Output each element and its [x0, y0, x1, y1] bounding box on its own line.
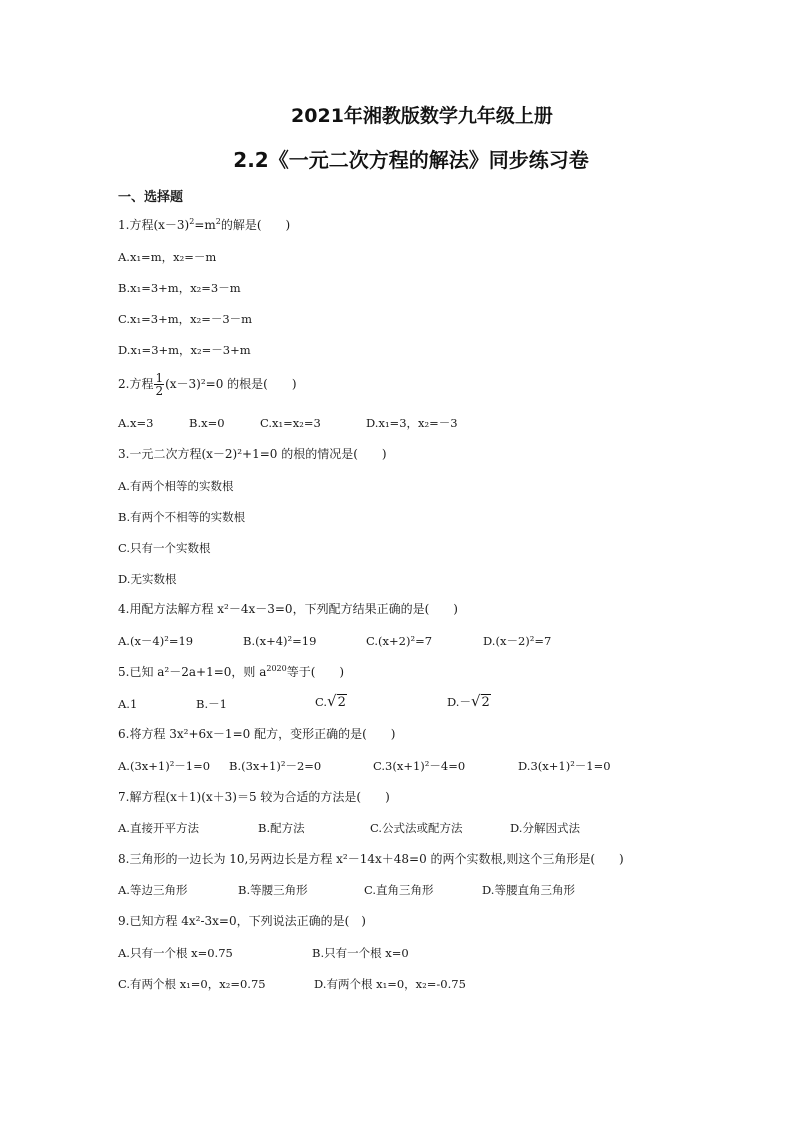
question-4-stem: 4.用配方法解方程 x²－4x－3=0，下列配方结果正确的是( ) [118, 602, 458, 616]
question-7-option-d[interactable]: D.分解因式法 [510, 821, 580, 835]
question-8-option-d[interactable]: D.等腰直角三角形 [482, 883, 575, 897]
worksheet-subtitle: 2.2《一元二次方程的解法》同步练习卷 [233, 148, 589, 172]
question-5-stem: 5.已知 a²－2a+1=0，则 $a^{2020}$等于( ) [118, 664, 345, 679]
question-2-option-d[interactable]: D.x₁=3，x₂=－3 [366, 416, 458, 430]
question-7-option-c[interactable]: C.公式法或配方法 [370, 821, 463, 835]
worksheet-title: 2021年湘教版数学九年级上册 [291, 105, 553, 127]
question-9-option-d[interactable]: D.有两个根 x₁=0，x₂=-0.75 [314, 977, 466, 991]
question-1-stem: 1.方程$(x-3)^2=m^2$的解是( ) [118, 217, 291, 232]
question-2-option-c[interactable]: C.x₁=x₂=3 [260, 416, 321, 430]
question-7-option-b[interactable]: B.配方法 [258, 821, 305, 835]
question-3-option-c[interactable]: C.只有一个实数根 [118, 541, 211, 555]
question-9-option-c[interactable]: C.有两个根 x₁=0，x₂=0.75 [118, 977, 266, 991]
question-4-option-b[interactable]: B.(x+4)²=19 [243, 634, 317, 648]
question-6-option-b[interactable]: B.(3x+1)²－2=0 [229, 759, 322, 773]
question-2-option-a[interactable]: A.x=3 [118, 416, 154, 430]
question-6-option-d[interactable]: D.3(x+1)²－1=0 [518, 759, 611, 773]
question-9-option-a[interactable]: A.只有一个根 x=0.75 [118, 946, 233, 960]
question-5-option-d[interactable]: D.－√2 [447, 692, 490, 710]
question-3-option-d[interactable]: D.无实数根 [118, 572, 177, 586]
question-3-option-b[interactable]: B.有两个不相等的实数根 [118, 510, 246, 524]
question-1-option-d[interactable]: D.x₁=3+m，x₂=－3+m [118, 343, 251, 357]
question-2-stem: 2.方程 $\frac{1}{2}$ (x－3)²=0 的根是( ) [118, 371, 297, 398]
question-5-option-a[interactable]: A.1 [118, 697, 138, 711]
question-1-option-b[interactable]: B.x₁=3+m，x₂=3－m [118, 281, 241, 295]
question-6-option-c[interactable]: C.3(x+1)²－4=0 [373, 759, 466, 773]
question-3-option-a[interactable]: A.有两个相等的实数根 [118, 479, 234, 493]
question-7-stem: 7.解方程(x＋1)(x＋3)＝5 较为合适的方法是( ) [118, 790, 390, 804]
question-4-option-c[interactable]: C.(x+2)²=7 [366, 634, 433, 648]
question-1-option-c[interactable]: C.x₁=3+m，x₂=－3－m [118, 312, 253, 326]
square-root-sign: √2 [327, 692, 346, 710]
question-9-stem: 9.已知方程 4x²-3x=0，下列说法正确的是( ) [118, 914, 366, 928]
square-root-sign: √2 [470, 692, 490, 710]
question-4-option-a[interactable]: A.(x－4)²=19 [118, 634, 194, 648]
section-heading: 一、选择题 [118, 190, 184, 205]
question-5-option-c[interactable]: C.√2 [315, 692, 346, 710]
question-5-option-b[interactable]: B.－1 [196, 697, 227, 711]
fraction-one-half: $\frac{1}{2}$ [155, 371, 164, 398]
question-1-option-a[interactable]: A.x₁=m，x₂=－m [118, 250, 217, 264]
question-8-stem: 8.三角形的一边长为 10,另两边长是方程 x²－14x＋48=0 的两个实数根,则这个三角形是( ) [118, 852, 624, 866]
question-6-option-a[interactable]: A.(3x+1)²－1=0 [118, 759, 211, 773]
question-4-option-d[interactable]: D.(x－2)²=7 [483, 634, 552, 648]
question-6-stem: 6.将方程 3x²+6x－1=0 配方，变形正确的是( ) [118, 727, 396, 741]
question-9-option-b[interactable]: B.只有一个根 x=0 [312, 946, 409, 960]
question-3-stem: 3.一元二次方程(x－2)²+1=0 的根的情况是( ) [118, 447, 387, 461]
question-8-option-b[interactable]: B.等腰三角形 [238, 883, 308, 897]
question-7-option-a[interactable]: A.直接开平方法 [118, 821, 199, 835]
question-8-option-a[interactable]: A.等边三角形 [118, 883, 188, 897]
question-2-option-b[interactable]: B.x=0 [189, 416, 225, 430]
question-8-option-c[interactable]: C.直角三角形 [364, 883, 434, 897]
